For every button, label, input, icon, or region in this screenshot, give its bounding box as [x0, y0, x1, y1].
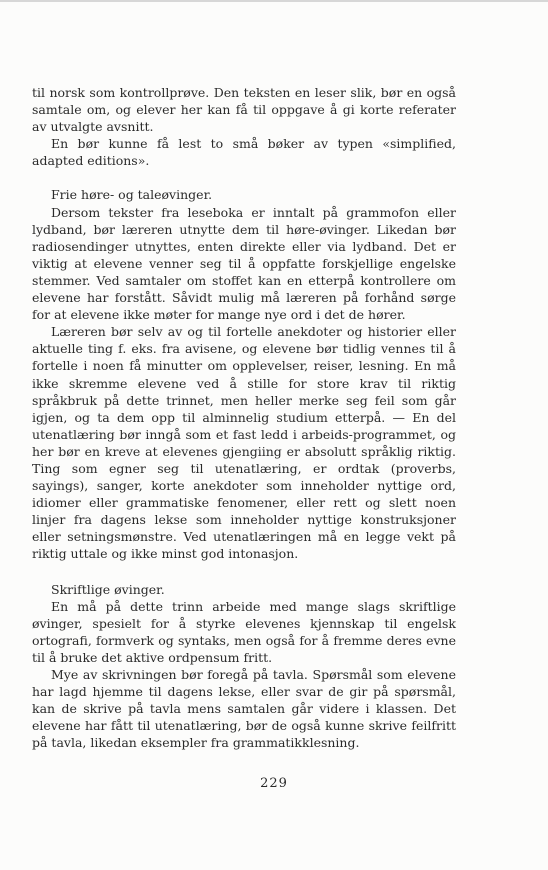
paragraph-continuation: til norsk som kontrollprøve. Den teksten en leser slik, bør en også samtale om, og elever her kan få til oppgave å gi korte referater av utvalgte avsnitt. — [32, 85, 456, 135]
top-edge-rule — [0, 0, 548, 2]
body-text — [32, 84, 456, 751]
paragraph-written-intro: En må på dette trinn arbeide med mange slags skriftlige øvinger, spesielt for å styrke elevenes kjennskap til engelsk ortografi, formverk og syntaks, men også for å fremme deres evne til å bruke det aktive ordpensum fritt. — [32, 598, 456, 665]
paragraph-recordings: Dersom tekster fra leseboka er inntalt på grammofon eller lydband, bør læreren utnytte dem til høre-øvinger. Likedan bør radiosendinger utnyttes, enten direkte eller via lydband. Det er viktig at elevene venner seg til å oppfatte forskjellige engelske stemmer. Ved samtaler om stoffet kan en etterpå kontrollere om elevene har forstått. Såvidt mulig må læreren på forhånd sørge for at elevene ikke møter for mange nye ord i det de hører. — [32, 204, 456, 323]
section-heading-written-exercises: Skriftlige øvinger. — [51, 581, 165, 597]
section-heading-listening-speaking: Frie høre- og taleøvinger. — [51, 187, 213, 203]
paragraph-simplified-editions: En bør kunne få lest to små bøker av typen «simplified, adapted editions». — [32, 136, 456, 169]
page-number: 229 — [260, 776, 288, 791]
paragraph-storytelling: Læreren bør selv av og til fortelle anekdoter og historier eller aktuelle ting f. eks. fra avisene, og elevene bør tidlig vennes til å fortelle i noen få minutter om opplevelser, reiser, lesning. En må ikke skremme elevene ved å stille for store krav til riktig språkbruk på dette trinnet, men heller merke seg feil som går igjen, og ta dem opp til alminnelig studium etterpå. — En del utenatlæring bør inngå som et fast ledd i arbeids-programmet, og her bør en kreve at elevenes gjengiing er absolutt språklig riktig. Ting som egner seg til utenatlæring, er ordtak (proverbs, sayings), sanger, korte anekdoter som inneholder nyttige ord, idiomer eller grammatiske fenomener, eller rett og slett noen linjer fra dagens lekse som inneholder nyttige konstruksjoner eller setningsmønstre. Ved utenatlæringen må en legge vekt på riktig uttale og ikke minst god intonasjon. — [32, 324, 456, 562]
paragraph-blackboard: Mye av skrivningen bør foregå på tavla. Spørsmål som elevene har lagd hjemme til dagens lekse, eller svar de gir på spørsmål, kan de skrive på tavla mens samtalen går videre i klassen. Det elevene har fått til utenatlæring, bør de også kunne skrive feilfritt på tavla, likedan eksempler fra grammatikklesning. — [32, 667, 456, 751]
